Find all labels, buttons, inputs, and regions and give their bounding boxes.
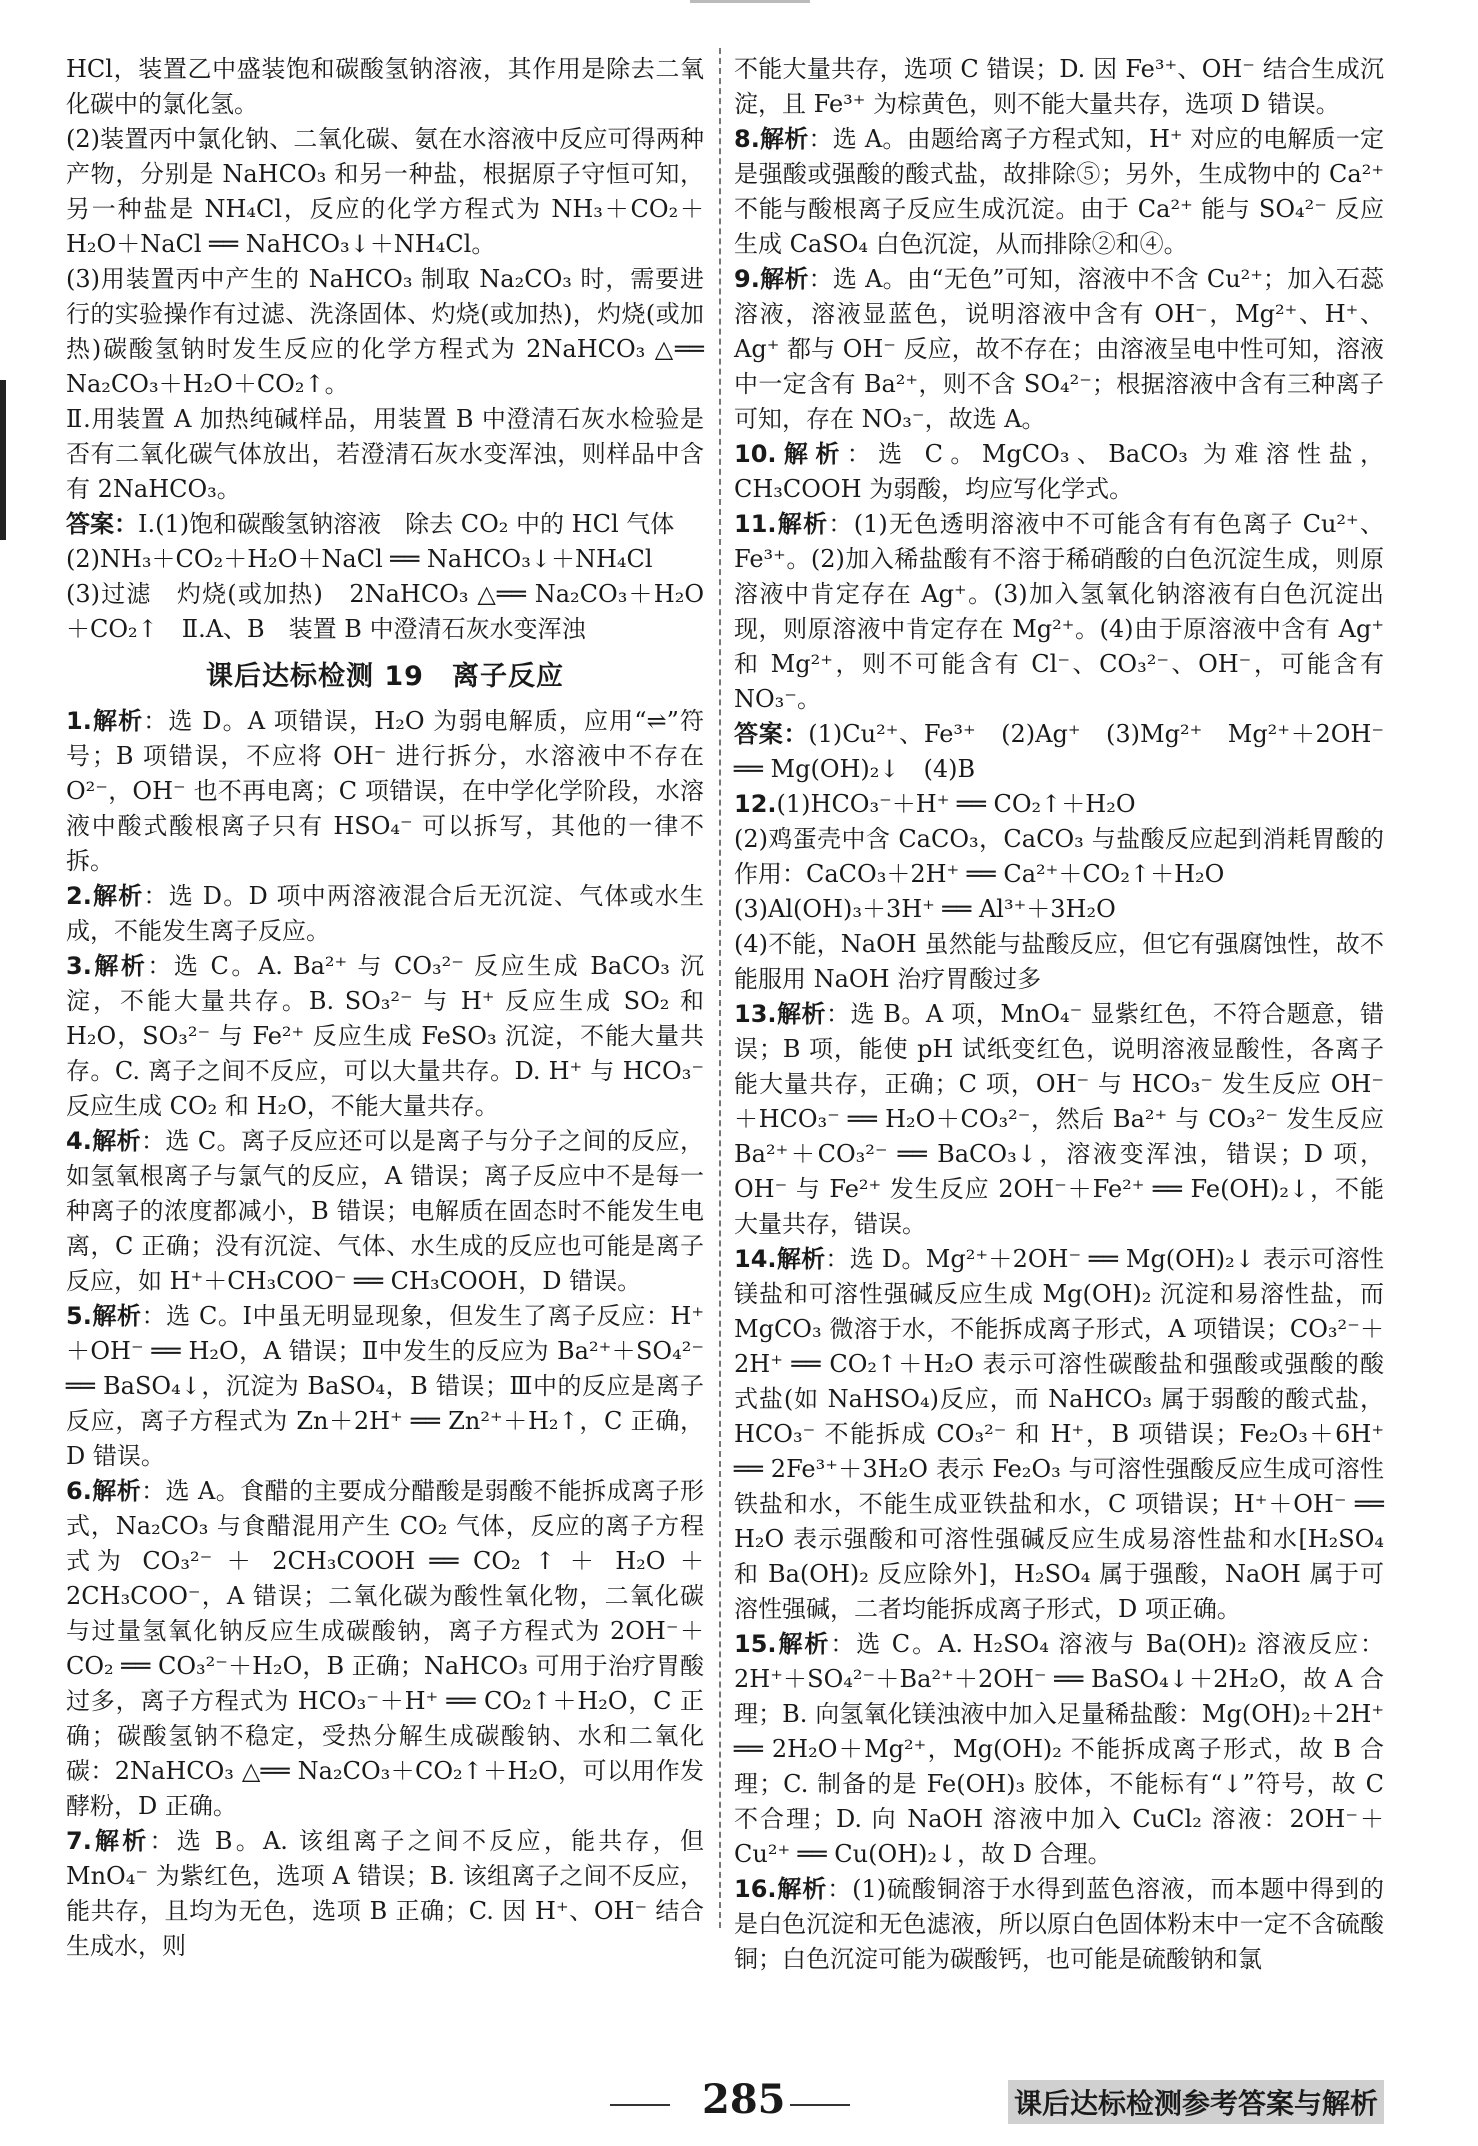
answer-block [66,507,704,542]
item-text: ：选 A。食醋的主要成分醋酸是弱酸不能拆成离子形式，Na₂CO₃ 与食醋混用产生 CO₂ 气体，反应的离子方程式为 CO₃²⁻ ＋ 2CH₃COOH ══ CO₂ ↑ ＋ H₂O ＋ 2CH₃COO⁻，A 错误；二氧化碳为酸性氧化物，二氧化碳与过量氢氧化钠反应生成碳酸钠，离子方程式为 2OH⁻＋CO₂ ══ CO₃²⁻＋H₂O，B 正确；NaHCO₃ 可用于治疗胃酸过多，离子方程式为 HCO₃⁻＋H⁺ ══ CO₂↑＋H₂O，C 正确；碳酸氢钠不稳定，受热分解生成碳酸钠、水和二氧化碳：2NaHCO₃ △══ Na₂CO₃＋CO₂↑＋H₂O，可以用作发酵粉，D 正确。 [66,1477,704,1820]
page-number: 285 [702,2076,786,2123]
item-number: 13. [734,1000,777,1028]
section-title: 课后达标检测 19 离子反应 [206,661,564,692]
solution-item [66,1474,704,1824]
solution-item [66,1299,704,1474]
solution-item [734,997,1384,1242]
item-line: (3)Al(OH)₃＋3H⁺ ══ Al³⁺＋3H₂O [734,895,1116,923]
answer-line: (2)NH₃＋CO₂＋H₂O＋NaCl ══ NaHCO₃↓＋NH₄Cl [66,545,653,573]
item-number: 8. [734,125,760,153]
solution-item [734,507,1384,717]
item-text: ：选 C。Ⅰ中虽无明显现象，但发生了离子反应：H⁺＋OH⁻ ══ H₂O，A 错误；Ⅱ中发生的反应为 Ba²⁺＋SO₄²⁻ ══ BaSO₄↓，沉淀为 BaSO₄，B 错误；Ⅲ中的反应是离子反应，离子方程式为 Zn＋2H⁺ ══ Zn²⁺＋H₂↑，C 正确，D 错误。 [66,1302,704,1470]
solution-item [734,787,1384,822]
item-text: ：选 C。离子反应还可以是离子与分子之间的反应，如氢氧根离子与氯气的反应，A 错误；离子反应中不是每一种离子的浓度都减小，B 错误；电解质在固态时不能发生电离，C 正确；没有沉淀、气体、水生成的反应也可能是离子反应，如 H⁺＋CH₃COO⁻ ══ CH₃COOH，D 错误。 [66,1127,705,1295]
item-text: ：(1)硫酸铜溶于水得到蓝色溶液，而本题中得到的是白色沉淀和无色滤液，所以原白色固体粉末中一定不含硫酸铜；白色沉淀可能为碳酸钙，也可能是硫酸钠和氯 [734,1875,1384,1973]
item-text: ：(1)无色透明溶液中不可能含有有色离子 Cu²⁺、Fe³⁺。(2)加入稀盐酸有不溶于稀硝酸的白色沉淀生成，则原溶液中肯定存在 Ag⁺。(3)加入氢氧化钠溶液有白色沉淀出现，则原溶液中肯定存在 Mg²⁺。(4)由于原溶液中含有 Ag⁺ 和 Mg²⁺，则不可能含有 Cl⁻、CO₃²⁻、OH⁻，可能含有 NO₃⁻。 [734,510,1385,713]
solution-item [66,704,704,879]
item-text: ：选 A。由题给离子方程式知，H⁺ 对应的电解质一定是强酸或强酸的酸式盐，故排除⑤；另外，生成物中的 Ca²⁺ 不能与酸根离子反应生成沉淀。由于 Ca²⁺ 能与 SO₄²⁻ 反应生成 CaSO₄ 白色沉淀，从而排除②和④。 [734,125,1385,258]
item-label: 解析 [759,125,809,153]
item-label: 解析 [776,1630,831,1658]
item-text: ：选 B。A. 该组离子之间不反应，能共存，但 MnO₄⁻ 为紫红色，选项 A 错误；B. 该组离子之间不反应，能共存，且均为无色，选项 B 正确；C. 因 H⁺、OH⁻ 结合生成水，则 [66,1827,705,1960]
item-number: 4. [66,1127,92,1155]
paragraph: (2)装置丙中氯化钠、二氧化碳、氨在水溶液中反应可得两种产物，分别是 NaHCO₃ 和另一种盐，根据原子守恒可知，另一种盐是 NH₄Cl，反应的化学方程式为 NH₃＋CO₂＋H₂O＋NaCl ══ NaHCO₃↓＋NH₄Cl。 [66,125,704,258]
item-label: 解析 [759,265,809,293]
paragraph: Ⅱ.用装置 A 加热纯碱样品，用装置 B 中澄清石灰水检验是否有二氧化碳气体放出，若澄清石灰水变浑浊，则样品中含有 2NaHCO₃。 [66,405,704,503]
item-label: 解析 [776,1875,828,1903]
column-divider [719,48,721,1928]
solution-item [734,122,1384,262]
solution-item [734,437,1384,507]
item-number: 5. [66,1302,92,1330]
item-text: ：选 A。由“无色”可知，溶液中不含 Cu²⁺；加入石蕊溶液，溶液显蓝色，说明溶液中含有 OH⁻，Mg²⁺、H⁺、Ag⁺ 都与 OH⁻ 反应，故不存在；由溶液呈电中性可知，溶液中一定含有 Ba²⁺，则不含 SO₄²⁻；根据溶液中含有三种离子可知，存在 NO₃⁻，故选 A。 [734,265,1385,433]
item-number: 16. [734,1875,777,1903]
item-label: 解析 [776,1245,826,1273]
solution-item [66,1124,704,1299]
solution-item [66,879,704,949]
item-number: 6. [66,1477,92,1505]
item-text: ：选 C。MgCO₃、BaCO₃ 为难溶性盐，CH₃COOH 为弱酸，均应写化学式。 [734,440,1384,503]
solution-item [66,1824,704,1964]
item-text: ：选 C。A. H₂SO₄ 溶液与 Ba(OH)₂ 溶液反应：2H⁺＋SO₄²⁻＋Ba²⁺＋2OH⁻ ══ BaSO₄↓＋2H₂O，故 A 合理；B. 向氢氧化镁浊液中加入足量稀盐酸：Mg(OH)₂＋2H⁺ ══ 2H₂O＋Mg²⁺，Mg(OH)₂ 不能拆成离子形式，故 B 合理；C. 制备的是 Fe(OH)₃ 胶体，不能标有“↓”符号，故 C 不合理；D. 向 NaOH 溶液中加入 CuCl₂ 溶液：2OH⁻＋Cu²⁺ ══ Cu(OH)₂↓，故 D 合理。 [734,1630,1385,1868]
answer-label: 答案： [66,510,138,538]
page-footer [0,2076,1478,2136]
item-text: ：选 D。D 项中两溶液混合后无沉淀、气体或水生成，不能发生离子反应。 [66,882,704,945]
answer-line: Ⅰ.(1)饱和碳酸氢钠溶液 除去 CO₂ 中的 HCl 气体 [138,510,675,538]
right-column [734,52,1384,1977]
answer-block [734,717,1384,787]
solution-item [66,949,704,1124]
item-number: 1. [66,707,92,735]
item-label: 解析 [91,1827,150,1855]
item-label: 解析 [91,1302,142,1330]
answer-text: (1)Cu²⁺、Fe³⁺ (2)Ag⁺ (3)Mg²⁺ Mg²⁺＋2OH⁻ ══ Mg(OH)₂↓ (4)B [734,720,1385,783]
item-line: (2)鸡蛋壳中含 CaCO₃，CaCO₃ 与盐酸反应起到消耗胃酸的作用：CaCO₃＋2H⁺ ══ Ca²⁺＋CO₂↑＋H₂O [734,825,1384,888]
answer-line: (3)过滤 灼烧(或加热) 2NaHCO₃ △══ Na₂CO₃＋H₂O＋CO₂↑ Ⅱ.A、B 装置 B 中澄清石灰水变浑浊 [66,580,704,643]
item-number: 12. [734,790,777,818]
item-label: 解析 [91,1477,142,1505]
item-label: 解析 [776,440,847,468]
item-label: 解析 [91,707,144,735]
item-number: 14. [734,1245,777,1273]
item-number: 10. [734,440,777,468]
item-line: (4)不能，NaOH 虽然能与盐酸反应，但它有强腐蚀性，故不能服用 NaOH 治疗胃酸过多 [734,930,1384,993]
answer-label: 答案： [734,720,809,748]
item-label: 解析 [91,882,144,910]
item-label: 解析 [91,952,148,980]
item-line: (1)HCO₃⁻＋H⁺ ══ CO₂↑＋H₂O [776,790,1136,818]
item-number: 7. [66,1827,92,1855]
item-label: 解析 [776,1000,827,1028]
item-label: 解析 [91,1127,142,1155]
item-number: 2. [66,882,92,910]
continuation-text: 不能大量共存，选项 C 错误；D. 因 Fe³⁺、OH⁻ 结合生成沉淀，且 Fe³⁺ 为棕黄色，则不能大量共存，选项 D 错误。 [734,55,1384,118]
item-label: 解析 [776,510,829,538]
item-text: ：选 C。A. Ba²⁺ 与 CO₃²⁻ 反应生成 BaCO₃ 沉淀，不能大量共存。B. SO₃²⁻ 与 H⁺ 反应生成 SO₂ 和 H₂O，SO₃²⁻ 与 Fe²⁺ 反应生成 FeSO₃ 沉淀，不能大量共存。C. 离子之间不反应，可以大量共存。D. H⁺ 与 HCO₃⁻ 反应生成 CO₂ 和 H₂O，不能大量共存。 [66,952,705,1120]
paragraph: HCl，装置乙中盛装饱和碳酸氢钠溶液，其作用是除去二氧化碳中的氯化氢。 [66,55,704,118]
solution-item [734,1872,1384,1977]
item-number: 9. [734,265,760,293]
top-mark [690,0,810,3]
running-title: 课后达标检测参考答案与解析 [1008,2080,1384,2124]
solution-item [734,1627,1384,1872]
left-column [66,52,704,1964]
footer-rule [610,2104,670,2106]
solution-item [734,1242,1384,1627]
item-text: ：选 D。Mg²⁺＋2OH⁻ ══ Mg(OH)₂↓ 表示可溶性镁盐和可溶性强碱反应生成 Mg(OH)₂ 沉淀和易溶性盐，而 MgCO₃ 微溶于水，不能拆成离子形式，A 项错误；CO₃²⁻＋2H⁺ ══ CO₂↑＋H₂O 表示可溶性碳酸盐和强酸或强酸的酸式盐(如 NaHSO₄)反应，而 NaHCO₃ 属于弱酸的酸式盐，HCO₃⁻ 不能拆成 CO₃²⁻ 和 H⁺，B 项错误；Fe₂O₃＋6H⁺ ══ 2Fe³⁺＋3H₂O 表示 Fe₂O₃ 与可溶性强酸反应生成可溶性铁盐和水，不能生成亚铁盐和水，C 项错误；H⁺＋OH⁻ ══ H₂O 表示强酸和可溶性强碱反应生成易溶性盐和水[H₂SO₄ 和 Ba(OH)₂ 反应除外]，H₂SO₄ 属于强酸，NaOH 属于可溶性强碱，二者均能拆成离子形式，D 项正确。 [734,1245,1384,1623]
footer-rule [790,2104,850,2106]
item-number: 15. [734,1630,777,1658]
paragraph: (3)用装置丙中产生的 NaHCO₃ 制取 Na₂CO₃ 时，需要进行的实验操作有过滤、洗涤固体、灼烧(或加热)，灼烧(或加热)碳酸氢钠时发生反应的化学方程式为 2NaHCO₃ △══ Na₂CO₃＋H₂O＋CO₂↑。 [66,265,704,398]
solution-item [734,262,1384,437]
item-number: 3. [66,952,92,980]
binding-edge-mark [0,380,6,540]
item-text: ：选 B。A 项，MnO₄⁻ 显紫红色，不符合题意，错误；B 项，能使 pH 试纸变红色，说明溶液显酸性，各离子能大量共存，正确；C 项，OH⁻ 与 HCO₃⁻ 发生反应 OH⁻＋HCO₃⁻ ══ H₂O＋CO₃²⁻，然后 Ba²⁺ 与 CO₃²⁻ 发生反应 Ba²⁺＋CO₃²⁻ ══ BaCO₃↓，溶液变浑浊，错误；D 项，OH⁻ 与 Fe²⁺ 发生反应 2OH⁻＋Fe²⁺ ══ Fe(OH)₂↓，不能大量共存，错误。 [734,1000,1385,1238]
item-text: ：选 D。A 项错误，H₂O 为弱电解质，应用“⇌”符号；B 项错误，不应将 OH⁻ 进行拆分，水溶液中不存在 O²⁻，OH⁻ 也不再电离；C 项错误，在中学化学阶段，水溶液中酸式酸根离子只有 HSO₄⁻ 可以拆写，其他的一律不拆。 [66,707,704,875]
item-number: 11. [734,510,777,538]
